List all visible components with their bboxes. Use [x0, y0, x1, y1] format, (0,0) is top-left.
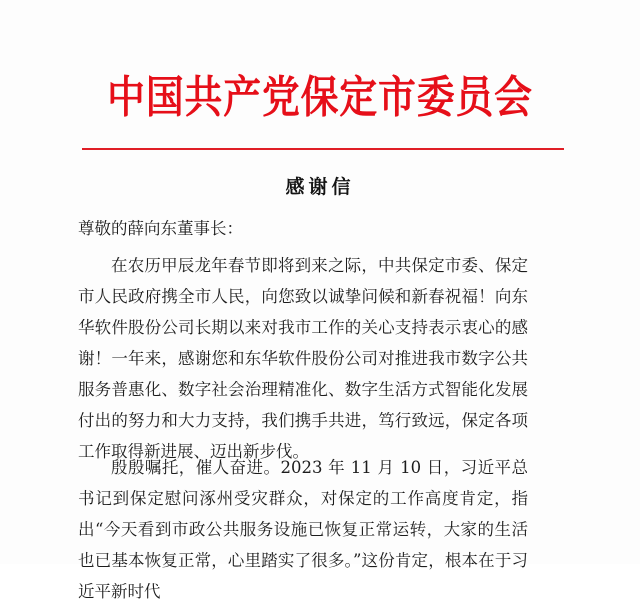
letter-paragraph-2: 殷殷嘱托，催人奋进。2023 年 11 月 10 日，习近平总书记到保定慰问涿州受灾群众，对保定的工作高度肯定，指出“今天看到市政公共服务设施已恢复正常运转，大家的生活也已基本恢复正常，心里踏实了很多。”这份肯定，根本在于习近平新时代: [78, 458, 528, 601]
letter-paragraph-1: 在农历甲辰龙年春节即将到来之际，中共保定市委、保定市人民政府携全市人民，向您致以诚挚问候和新春祝福！向东华软件股份公司长期以来对我市工作的关心支持表示衷心的感谢！一年来，感谢您和东华软件股份公司对推进我市数字公共服务普惠化、数字社会治理精准化、数字生活方式智能化发展付出的努力和大力支持，我们携手共进，笃行致远，保定各项工作取得新进展、迈出新步伐。: [78, 256, 528, 461]
letterhead-org-name: 中国共产党保定市委员会: [107, 72, 533, 123]
letter-title: 感谢信: [285, 176, 355, 198]
letter-salutation: 尊敬的薛向东董事长：: [78, 219, 243, 238]
letterhead-red-rule: [82, 148, 564, 150]
